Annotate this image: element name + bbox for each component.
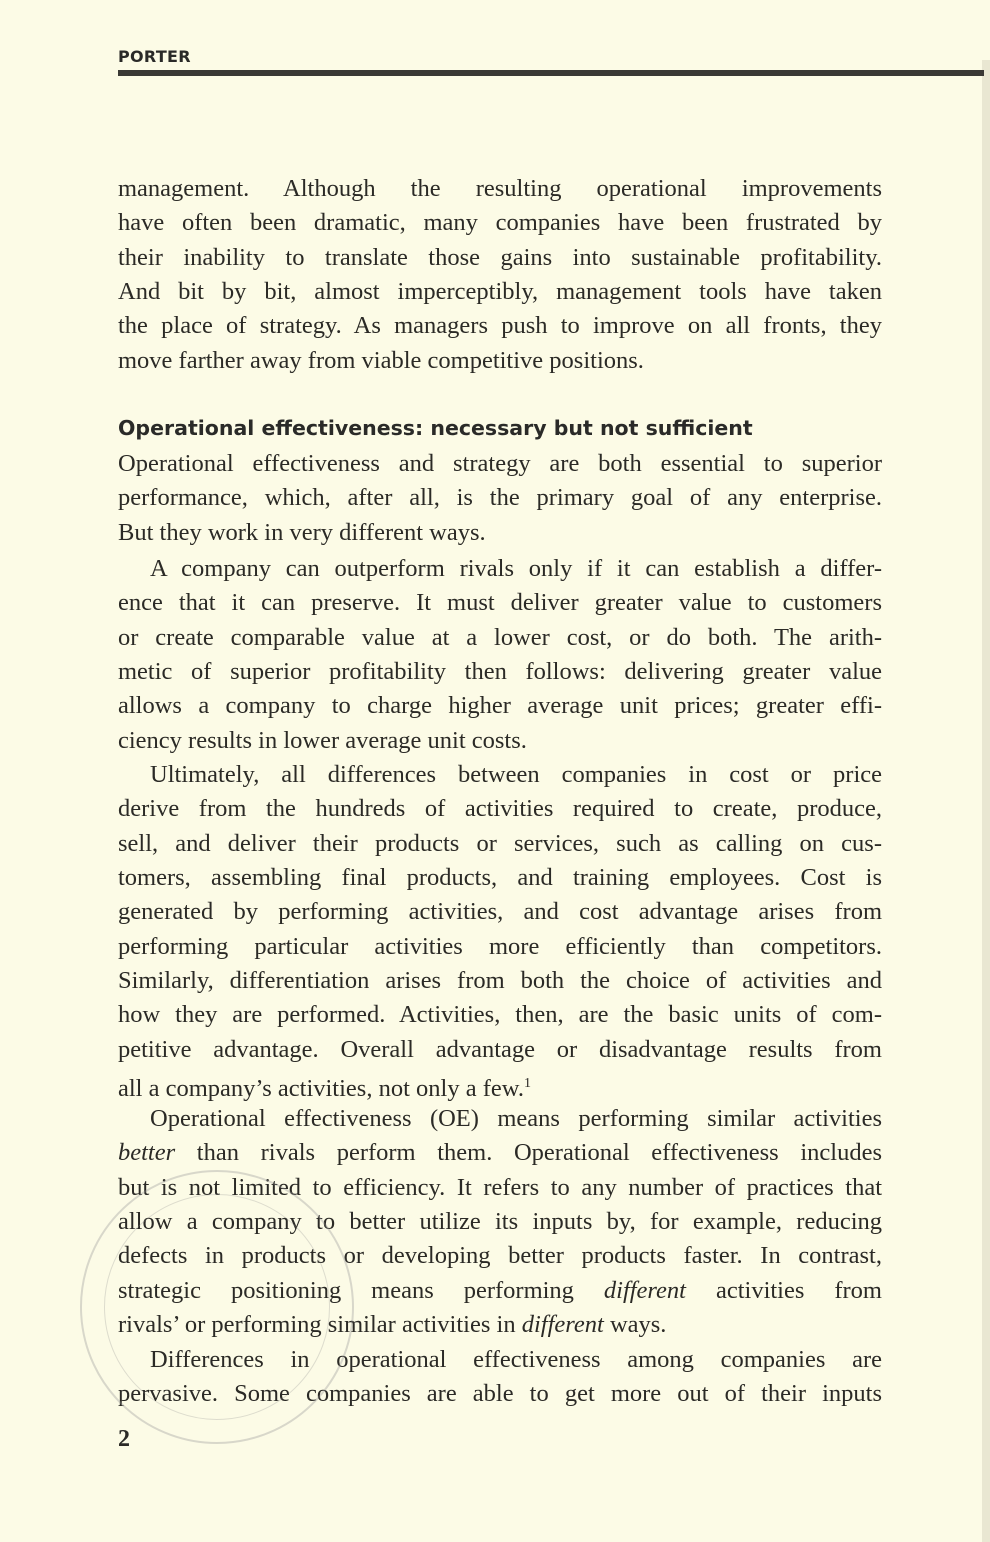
text-line (118, 1136, 882, 1170)
text-line (118, 1033, 882, 1067)
text-run: rivals’ or performing similar activities in (118, 1311, 522, 1339)
text-line (118, 586, 882, 620)
text-run: ways. (603, 1311, 667, 1339)
text-line (118, 792, 882, 826)
text-run: A company can outperform rivals only if it can establish a differ- (150, 555, 882, 582)
header-rule (118, 70, 984, 76)
text-line (118, 724, 882, 758)
text-run: petitive advantage. Overall advantage or disadvantage results from (118, 1035, 882, 1063)
page-edge-shadow (982, 60, 990, 1542)
text-run: Operational effectiveness and strategy are both essential to superior (118, 450, 882, 477)
text-line (118, 447, 882, 481)
text-line (118, 689, 882, 723)
text-line (118, 241, 882, 275)
text-run: defects in products or developing better products faster. In contrast, (118, 1242, 882, 1270)
text-line (118, 930, 882, 964)
text-line (118, 516, 882, 550)
text-run: allow a company to better utilize its inputs by, for example, reducing (118, 1208, 882, 1236)
text-run: move farther away from viable competitive positions. (118, 346, 644, 374)
paragraph (118, 758, 882, 1101)
text-line (118, 344, 882, 378)
text-run: better (118, 1139, 176, 1167)
text-run: But they work in very different ways. (118, 518, 486, 546)
text-run: activities from (686, 1276, 882, 1304)
text-run: different (521, 1311, 604, 1339)
text-run: And bit by bit, almost imperceptibly, management tools have taken (118, 278, 882, 306)
text-run: management. Although the resulting operational improvements (118, 175, 882, 202)
text-line (118, 1102, 882, 1136)
text-run: Operational effectiveness (OE) means performing similar activities (150, 1105, 882, 1132)
paragraph (118, 172, 882, 378)
text-run: all a company’s activities, not only a few. (118, 1075, 524, 1103)
text-run: Ultimately, all differences between companies in cost or price (150, 761, 882, 788)
text-line (118, 621, 882, 655)
text-run: their inability to translate those gains into sustainable profitability. (118, 243, 882, 271)
section-heading: Operational effectiveness: necessary but not sufficient (118, 416, 753, 440)
paragraph (118, 447, 882, 550)
text-run: tomers, assembling final products, and training employees. Cost is (118, 864, 882, 892)
text-run: ciency results in lower average unit costs. (118, 726, 527, 754)
text-run: different (603, 1276, 686, 1304)
text-run: allows a company to charge higher average unit prices; greater effi- (118, 692, 882, 720)
text-run: than rivals perform them. Operational effectiveness includes (175, 1139, 882, 1167)
text-line (118, 172, 882, 206)
text-line (118, 895, 882, 929)
text-run: generated by performing activities, and cost advantage arises from (118, 898, 882, 926)
text-line (118, 964, 882, 998)
text-run: performing particular activities more efficiently than competitors. (118, 932, 882, 960)
text-line (118, 827, 882, 861)
text-run: pervasive. Some companies are able to get more out of their inputs (118, 1380, 882, 1408)
text-run: sell, and deliver their products or services, such as calling on cus- (118, 829, 882, 857)
paragraph (118, 552, 882, 758)
text-line (118, 275, 882, 309)
text-run: strategic positioning means performing (118, 1276, 604, 1304)
text-run: have often been dramatic, many companies have been frustrated by (118, 209, 882, 237)
running-head: PORTER (118, 47, 191, 66)
text-run: or create comparable value at a lower cost, or do both. The arith- (118, 623, 882, 651)
text-run: how they are performed. Activities, then, are the basic units of com- (118, 1001, 882, 1029)
page-number: 2 (118, 1426, 130, 1452)
text-run: ence that it can preserve. It must deliver greater value to customers (118, 589, 882, 617)
text-run: derive from the hundreds of activities required to create, produce, (118, 795, 882, 823)
text-line (118, 552, 882, 586)
text-run: but is not limited to efficiency. It refers to any number of practices that (118, 1173, 882, 1201)
text-line (118, 206, 882, 240)
text-run: Differences in operational effectiveness among companies are (150, 1346, 882, 1373)
text-run: metic of superior profitability then follows: delivering greater value (118, 658, 882, 686)
text-line (118, 861, 882, 895)
text-line (118, 1067, 882, 1101)
text-line (118, 998, 882, 1032)
text-run: the place of strategy. As managers push to improve on all fronts, they (118, 312, 882, 340)
footnote-marker: 1 (523, 1076, 531, 1092)
text-line (118, 481, 882, 515)
text-line (118, 655, 882, 689)
text-line (118, 309, 882, 343)
text-run: Similarly, differentiation arises from both the choice of activities and (118, 967, 882, 995)
text-run: performance, which, after all, is the primary goal of any enterprise. (118, 484, 882, 512)
text-line (118, 758, 882, 792)
